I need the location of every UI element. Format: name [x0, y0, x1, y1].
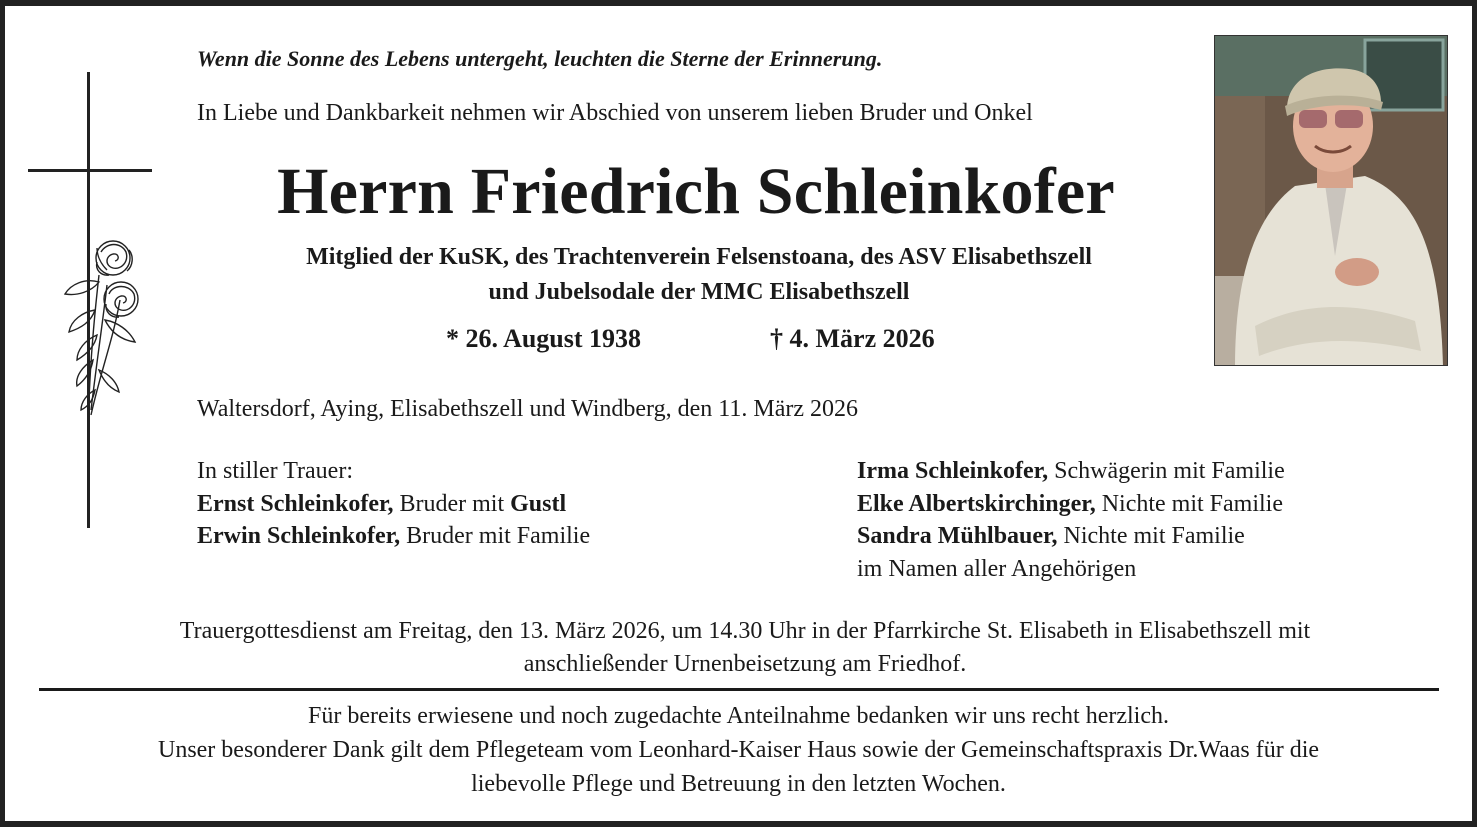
mourner-extra: Gustl	[510, 490, 567, 517]
mourners-right	[857, 455, 1285, 585]
intro-text: In Liebe und Dankbarkeit nehmen wir Abschied von unserem lieben Bruder und Onkel	[197, 100, 1033, 126]
mourner-name: Ernst Schleinkofer,	[197, 490, 394, 517]
mourner-row	[197, 488, 590, 521]
divider-line	[39, 688, 1439, 691]
place-and-date: Waltersdorf, Aying, Elisabethszell und Windberg, den 11. März 2026	[197, 396, 858, 422]
thanks-line-3: liebevolle Pflege und Betreuung in den letzten Wochen.	[471, 771, 1006, 797]
mourner-relation: Nichte mit Familie	[1057, 523, 1245, 549]
mourner-relation: Schwägerin mit Familie	[1048, 458, 1285, 484]
deceased-name: Herrn Friedrich Schleinkofer	[277, 155, 1115, 228]
death-date: † 4. März 2026	[770, 324, 935, 353]
thanks-line-1: Für bereits erwiesene und noch zugedachte Anteilnahme bedanken wir uns recht herzlich.	[307, 703, 1169, 729]
thanks-line-2: Unser besonderer Dank gilt dem Pflegeteam vom Leonhard-Kaiser Haus sowie der Gemeinschaftspraxis Dr.Waas für die	[157, 737, 1320, 763]
mourner-row	[857, 455, 1285, 488]
cross-with-roses-icon	[25, 70, 155, 530]
mourner-name: Elke Albertskirchinger,	[857, 490, 1096, 517]
mourner-name: Erwin Schleinkofer,	[197, 523, 401, 549]
mourner-name: Sandra Mühlbauer,	[857, 523, 1058, 549]
mourner-row	[857, 520, 1285, 553]
thanks-text	[40, 699, 1437, 801]
mourner-name: Irma Schleinkofer,	[857, 458, 1049, 484]
mourners-heading: In stiller Trauer:	[197, 458, 353, 484]
mourner-row	[857, 488, 1285, 521]
birth-date: * 26. August 1938	[446, 324, 642, 353]
mourner-relation: Bruder mit	[393, 490, 511, 517]
service-line-2: anschließender Urnenbeisetzung am Friedhof.	[523, 651, 967, 677]
membership-line-2: und Jubelsodale der MMC Elisabethszell	[488, 279, 910, 305]
mourner-relation: Bruder mit Familie	[400, 523, 591, 549]
motto: Wenn die Sonne des Lebens untergeht, leuchten die Sterne der Erinnerung.	[197, 46, 883, 71]
portrait-illustration	[1215, 36, 1448, 366]
portrait-photo	[1214, 35, 1448, 366]
service-line-1: Trauergottesdienst am Freitag, den 13. März 2026, um 14.30 Uhr in der Pfarrkirche St. Elisabeth in Elisabethszell mit	[179, 618, 1311, 644]
mourners-left	[197, 455, 590, 553]
mourner-relation: Nichte mit Familie	[1095, 490, 1283, 517]
service-announcement	[60, 615, 1430, 681]
membership-text	[196, 240, 1202, 310]
membership-line-1: Mitglied der KuSK, des Trachtenverein Felsenstoana, des ASV Elisabethszell	[306, 244, 1092, 270]
mourners-closing: im Namen aller Angehörigen	[857, 555, 1137, 582]
mourner-row	[197, 520, 590, 553]
